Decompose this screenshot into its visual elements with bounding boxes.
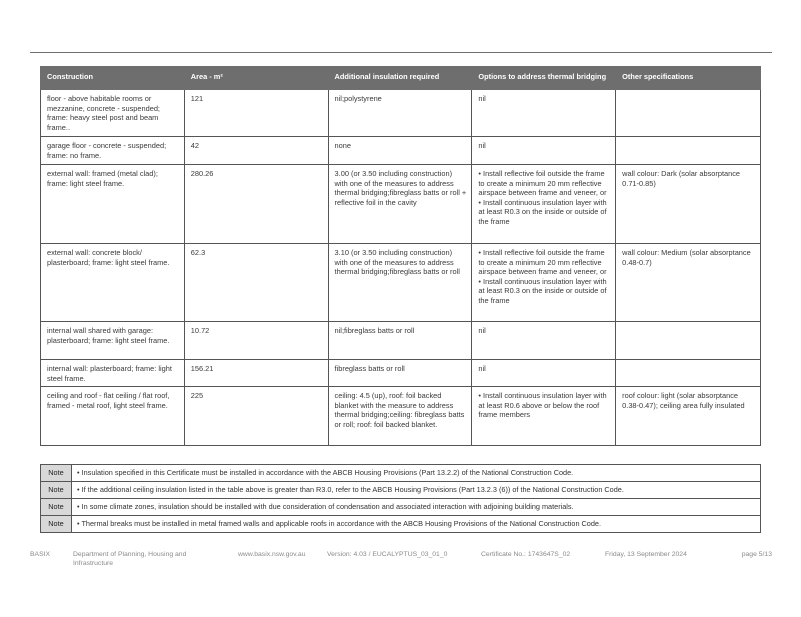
cell-area: 280.26 [184, 165, 328, 244]
cell-insulation: none [328, 137, 472, 165]
cell-thermal-bridging: nil [472, 90, 616, 137]
header-area: Area - m² [184, 67, 328, 90]
note-row [41, 482, 761, 499]
cell-thermal-bridging: • Install reflective foil outside the frame to create a minimum 20 mm reflective airspace between frame and veneer, or • Install continuous insulation layer with at least R0.3 on the inside or outside of the frame [472, 244, 616, 322]
footer-certificate: Certificate No.: 1743647S_02 [481, 551, 571, 558]
cell-other-specs [616, 322, 761, 360]
table-row [41, 244, 761, 322]
top-rule [30, 52, 772, 53]
footer-date: Friday, 13 September 2024 [605, 551, 687, 558]
header-thermal-bridging: Options to address thermal bridging [472, 67, 616, 90]
cell-area: 62.3 [184, 244, 328, 322]
note-label: Note [41, 516, 72, 533]
note-label: Note [41, 465, 72, 482]
table-row [41, 90, 761, 137]
notes-table [40, 464, 761, 533]
cell-area: 10.72 [184, 322, 328, 360]
footer-brand: BASIX [30, 551, 51, 558]
cell-other-specs: roof colour: light (solar absorptance 0.38-0.47); ceiling area fully insulated [616, 387, 761, 446]
header-construction: Construction [41, 67, 185, 90]
note-text: • Thermal breaks must be installed in metal framed walls and applicable roofs in accordance with the ABCB Housing Provisions of the National Construction Code. [72, 516, 761, 533]
cell-other-specs [616, 137, 761, 165]
footer-version: Version: 4.03 / EUCALYPTUS_03_01_0 [327, 551, 448, 558]
header-additional-insulation: Additional insulation required [328, 67, 472, 90]
cell-insulation: ceiling: 4.5 (up), roof: foil backed blanket with the measure to address thermal bridging;ceiling: fibreglass batts or roll; roof: foil backed blanket. [328, 387, 472, 446]
cell-insulation: fibreglass batts or roll [328, 360, 472, 387]
note-label: Note [41, 499, 72, 516]
cell-area: 225 [184, 387, 328, 446]
cell-construction: external wall: concrete block/ plasterboard; frame: light steel frame. [41, 244, 185, 322]
table-row [41, 322, 761, 360]
cell-area: 121 [184, 90, 328, 137]
note-row [41, 499, 761, 516]
cell-thermal-bridging: nil [472, 137, 616, 165]
cell-other-specs [616, 90, 761, 137]
note-label: Note [41, 482, 72, 499]
table-header-row [41, 67, 761, 90]
cell-thermal-bridging: nil [472, 322, 616, 360]
cell-construction: ceiling and roof - flat ceiling / flat roof, framed - metal roof, light steel frame. [41, 387, 185, 446]
cell-other-specs: wall colour: Medium (solar absorptance 0.48-0.7) [616, 244, 761, 322]
cell-thermal-bridging: • Install continuous insulation layer with at least R0.6 above or below the roof frame members [472, 387, 616, 446]
table-row [41, 165, 761, 244]
cell-insulation: 3.00 (or 3.50 including construction) with one of the measures to address thermal bridging;fibreglass batts or roll + reflective foil in the cavity [328, 165, 472, 244]
note-row [41, 465, 761, 482]
table-row [41, 387, 761, 446]
table-row [41, 137, 761, 165]
footer-website: www.basix.nsw.gov.au [238, 551, 306, 558]
footer-page-number: page 5/13 [741, 551, 772, 558]
cell-construction: internal wall shared with garage: plasterboard; frame: light steel frame. [41, 322, 185, 360]
cell-thermal-bridging: • Install reflective foil outside the frame to create a minimum 20 mm reflective airspace between frame and veneer, or • Install continuous insulation layer with at least R0.3 on the inside or outside of the frame [472, 165, 616, 244]
note-text: • If the additional ceiling insulation listed in the table above is greater than R3.0, refer to the ABCB Housing Provisions (Part 13.2.3 (6)) of the National Construction Code. [72, 482, 761, 499]
cell-insulation: 3.10 (or 3.50 including construction) with one of the measures to address thermal bridging;fibreglass batts or roll [328, 244, 472, 322]
note-row [41, 516, 761, 533]
note-text: • Insulation specified in this Certificate must be installed in accordance with the ABCB Housing Provisions (Part 13.2.2) of the National Construction Code. [72, 465, 761, 482]
note-text: • In some climate zones, insulation should be installed with due consideration of condensation and associated interaction with adjoining building materials. [72, 499, 761, 516]
footer-department: Department of Planning, Housing and Infrastructure [73, 551, 187, 567]
cell-construction: floor - above habitable rooms or mezzanine, concrete - suspended; frame: heavy steel post and beam frame.. [41, 90, 185, 137]
header-other-specs: Other specifications [616, 67, 761, 90]
table-row [41, 360, 761, 387]
cell-insulation: nil;fibreglass batts or roll [328, 322, 472, 360]
cell-other-specs [616, 360, 761, 387]
cell-other-specs: wall colour: Dark (solar absorptance 0.71-0.85) [616, 165, 761, 244]
construction-table [40, 66, 761, 446]
cell-area: 42 [184, 137, 328, 165]
cell-area: 156.21 [184, 360, 328, 387]
cell-construction: internal wall: plasterboard; frame: light steel frame. [41, 360, 185, 387]
cell-thermal-bridging: nil [472, 360, 616, 387]
cell-construction: external wall: framed (metal clad); frame: light steel frame. [41, 165, 185, 244]
cell-insulation: nil;polystyrene [328, 90, 472, 137]
cell-construction: garage floor - concrete - suspended; frame: no frame. [41, 137, 185, 165]
